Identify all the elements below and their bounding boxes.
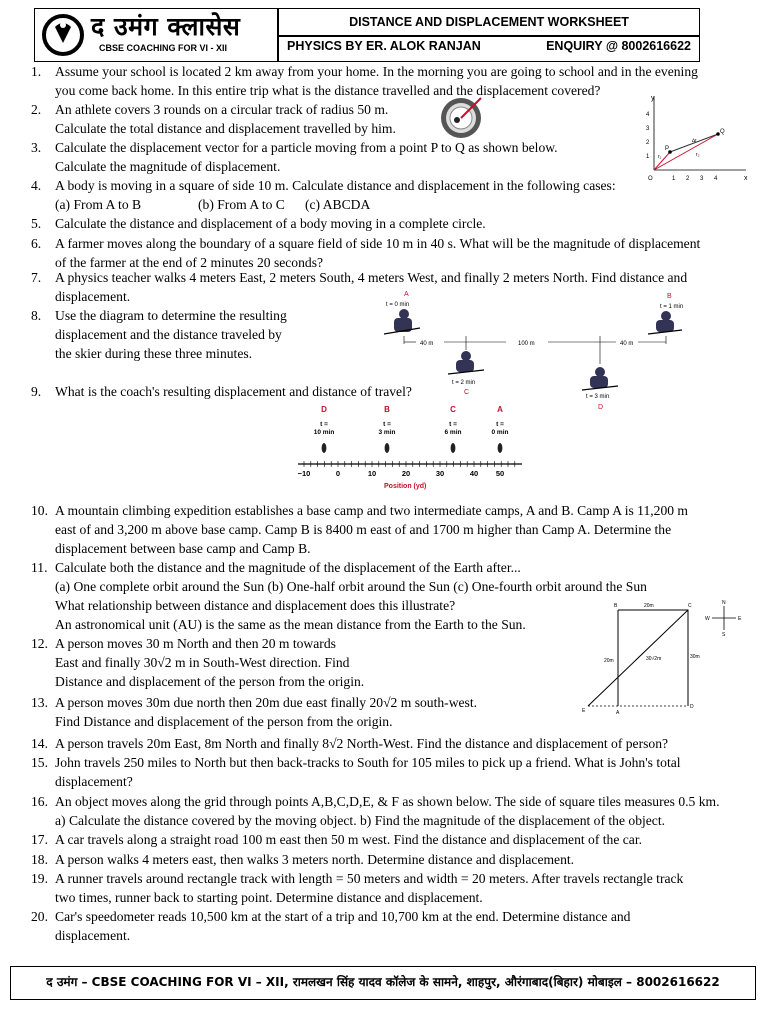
question-line: displacement between base camp and Camp B. bbox=[55, 541, 311, 556]
skier-diagram bbox=[376, 288, 706, 412]
path-label-b: B bbox=[614, 603, 618, 609]
question-line: A runner travels around rectangle track with length = 50 meters and width = 20 meters. After travels rectangle track bbox=[55, 871, 684, 886]
question-line: (a) One complete orbit around the Sun (b) One-half orbit around the Sun (c) One-fourth orbit around the Sun bbox=[55, 579, 647, 594]
question-line: Find Distance and displacement of the person from the origin. bbox=[55, 714, 393, 729]
graph-label-origin: O bbox=[648, 176, 653, 182]
question-number: 13. bbox=[31, 695, 48, 710]
question-number: 15. bbox=[31, 755, 48, 770]
question-number: 3. bbox=[31, 140, 42, 155]
path-label-d: D bbox=[690, 704, 694, 710]
graph-label-p: P bbox=[665, 146, 670, 152]
coach-tick-label: 0 bbox=[335, 469, 341, 478]
question-line: Use the diagram to determine the resulting bbox=[55, 308, 287, 323]
path-label-right: 30m bbox=[690, 654, 700, 660]
skier-time-d: t = 3 min bbox=[586, 394, 610, 400]
skier-figure-b bbox=[648, 311, 682, 334]
graph-label-r1: r₁ bbox=[658, 154, 662, 160]
question-line: two times, runner back to starting point. Determine distance and displacement. bbox=[55, 890, 483, 905]
question-number: 16. bbox=[31, 794, 48, 809]
compass-s: S bbox=[722, 632, 726, 638]
coach-point-text: t = bbox=[449, 421, 457, 428]
graph-label-q: Q bbox=[720, 129, 725, 135]
question-line: the skier during these three minutes. bbox=[55, 346, 253, 361]
question-line: Calculate the magnitude of displacement. bbox=[55, 159, 281, 174]
coach-point-text: C bbox=[450, 405, 456, 414]
compass-e: E bbox=[738, 616, 742, 622]
coach-point-text: B bbox=[384, 405, 390, 414]
path-label-top: 20m bbox=[644, 603, 654, 609]
question-number: 11. bbox=[31, 560, 48, 575]
question-line: A physics teacher walks 4 meters East, 2 meters South, 4 meters West, and finally 2 meters North. Find distance and bbox=[55, 270, 688, 285]
question-option: (a) From A to B bbox=[55, 197, 142, 212]
skier-segment-3: 40 m bbox=[620, 341, 634, 347]
question-line: Calculate the total distance and displacement travelled by him. bbox=[55, 121, 396, 136]
question-number: 20. bbox=[31, 909, 48, 924]
question-number: 8. bbox=[31, 308, 42, 323]
coach-point-text: 0 min bbox=[491, 429, 509, 436]
skier-time-a: t = 0 min bbox=[386, 302, 410, 308]
brand-logo-icon bbox=[41, 13, 85, 57]
graph-x-tick: 1 bbox=[672, 176, 676, 182]
worksheet-subtitle: PHYSICS BY ER. ALOK RANJAN bbox=[287, 39, 481, 53]
graph-y-tick: 4 bbox=[646, 112, 650, 118]
graph-label-dr: ∆r bbox=[692, 138, 697, 144]
coach-point-text: 3 min bbox=[378, 429, 396, 436]
question-line: Distance and displacement of the person from the origin. bbox=[55, 674, 365, 689]
graph-x-label: x bbox=[744, 175, 748, 182]
question-line: An astronomical unit (AU) is the same as the mean distance from the Earth to the Sun. bbox=[55, 617, 526, 632]
brand-name: द उमंग क्लासेस bbox=[91, 12, 241, 41]
question-line: Assume your school is located 2 km away from your home. In the morning you are going to school and in the evening bbox=[55, 64, 698, 79]
compass-w: W bbox=[705, 616, 710, 622]
coach-point-text: t = bbox=[320, 421, 328, 428]
skier-figure-a bbox=[384, 309, 420, 334]
graph-y-label: y bbox=[651, 95, 655, 102]
question-number: 12. bbox=[31, 636, 48, 651]
coach-tick-label: −10 bbox=[297, 469, 311, 478]
skier-label-d: D bbox=[598, 404, 604, 411]
graph-x-tick: 3 bbox=[700, 176, 704, 182]
path-label-diag: 30√2m bbox=[646, 656, 662, 662]
coach-point-text: D bbox=[321, 405, 327, 414]
question-line: John travels 250 miles to North but then back-tracks to South for 105 miles to pick up a friend. What is John's total bbox=[55, 755, 681, 770]
coach-tick-label: 40 bbox=[469, 469, 479, 478]
coach-point-text: t = bbox=[383, 421, 391, 428]
worksheet-header bbox=[34, 8, 700, 62]
question-line: a) Calculate the distance covered by the moving object. b) Find the magnitude of the displacement of the object. bbox=[55, 813, 666, 828]
skier-segment-1: 40 m bbox=[420, 341, 434, 347]
question-option: (b) From A to C bbox=[198, 197, 285, 212]
question-line: A body is moving in a square of side 10 m. Calculate distance and displacement in the following cases: bbox=[55, 178, 616, 193]
question-number: 17. bbox=[31, 832, 48, 847]
skier-label-b: B bbox=[667, 293, 672, 300]
coach-tick-label: 30 bbox=[435, 469, 445, 478]
question-number: 18. bbox=[31, 852, 48, 867]
coach-figure bbox=[498, 443, 503, 453]
skier-label-c: C bbox=[464, 389, 470, 396]
coach-tick-label: 20 bbox=[401, 469, 411, 478]
brand-tagline: CBSE COACHING FOR VI - XII bbox=[99, 43, 228, 53]
graph-y-tick: 2 bbox=[646, 140, 650, 146]
skier-time-b: t = 1 min bbox=[660, 304, 684, 310]
coach-point-text: t = bbox=[496, 421, 504, 428]
question-line: East and finally 30√2 m in South-West direction. Find bbox=[55, 655, 350, 670]
question-line: A person moves 30m due north then 20m due east finally 20√2 m south-west. bbox=[55, 695, 478, 710]
question-line: A mountain climbing expedition establishes a base camp and two intermediate camps, A and B. Camp A is 11,200 m bbox=[55, 503, 689, 518]
question-line: What is the coach's resulting displacement and distance of travel? bbox=[55, 384, 412, 399]
question-line: A person walks 4 meters east, then walks 3 meters north. Determine distance and displacement. bbox=[55, 852, 575, 867]
question-number: 7. bbox=[31, 270, 42, 285]
compass-n: N bbox=[722, 600, 726, 606]
question-line: Car's speedometer reads 10,500 km at the start of a trip and 10,700 km at the end. Determine distance and bbox=[55, 909, 631, 924]
question-number: 19. bbox=[31, 871, 48, 886]
skier-label-a: A bbox=[404, 291, 409, 298]
question-number: 1. bbox=[31, 64, 42, 79]
question-line: A person moves 30 m North and then 20 m towards bbox=[55, 636, 336, 651]
skier-segment-2: 100 m bbox=[518, 341, 535, 347]
brand-block bbox=[41, 9, 273, 61]
question-line: Calculate the distance and displacement of a body moving in a complete circle. bbox=[55, 216, 486, 231]
path-label-e: E bbox=[582, 708, 586, 714]
enquiry-phone: ENQUIRY @ 8002616622 bbox=[546, 39, 691, 53]
question-line: A farmer moves along the boundary of a square field of side 10 m in 40 s. What will be the magnitude of displacement bbox=[55, 236, 701, 251]
coach-figure bbox=[385, 443, 390, 453]
skier-figure-c bbox=[448, 351, 484, 374]
question-line: Calculate the displacement vector for a particle moving from a point P to Q as shown below. bbox=[55, 140, 558, 155]
coach-figure bbox=[451, 443, 456, 453]
question-line: east of and 3,200 m above base camp. Camp B is 8400 m east of and 1700 m higher than Camp A. Determine the bbox=[55, 522, 672, 537]
circular-track-icon bbox=[437, 94, 485, 142]
coach-tick-label: 10 bbox=[367, 469, 377, 478]
coach-point-text: 10 min bbox=[313, 429, 335, 436]
path-label-left: 20m bbox=[604, 658, 614, 664]
question-line: displacement and the distance traveled by bbox=[55, 327, 282, 342]
question-line: A person travels 20m East, 8m North and finally 8√2 North-West. Find the distance and displacement of person? bbox=[55, 736, 669, 751]
path-diagram-q12 bbox=[578, 598, 756, 716]
path-label-c: C bbox=[688, 603, 692, 609]
graph-y-tick: 1 bbox=[646, 154, 650, 160]
coach-tick-label: 50 bbox=[495, 469, 505, 478]
graph-y-tick: 3 bbox=[646, 126, 650, 132]
question-line: displacement? bbox=[55, 774, 133, 789]
coach-axis-label: Position (yd) bbox=[384, 483, 427, 490]
question-number: 4. bbox=[31, 178, 42, 193]
question-line: displacement. bbox=[55, 928, 131, 943]
graph-pq-diagram bbox=[640, 92, 750, 184]
question-line: Calculate both the distance and the magnitude of the displacement of the Earth after... bbox=[55, 560, 521, 575]
question-line: A car travels along a straight road 100 m east then 50 m west. Find the distance and displacement of the car. bbox=[55, 832, 643, 847]
question-number: 9. bbox=[31, 384, 42, 399]
question-line: An object moves along the grid through points A,B,C,D,E, & F as shown below. The side of square tiles measures 0.5 km. bbox=[55, 794, 720, 809]
coach-figure bbox=[322, 443, 327, 453]
worksheet-title: DISTANCE AND DISPLACEMENT WORKSHEET bbox=[349, 15, 629, 29]
question-line: you come back home. In this entire trip what is the distance travelled and the displacement covered? bbox=[55, 83, 601, 98]
path-label-a: A bbox=[616, 710, 620, 716]
question-line: of the farmer at the end of 2 minutes 20 seconds? bbox=[55, 255, 324, 270]
question-line: What relationship between distance and displacement does this illustrate? bbox=[55, 598, 456, 613]
question-number: 2. bbox=[31, 102, 42, 117]
question-number: 6. bbox=[31, 236, 42, 251]
question-line: displacement. bbox=[55, 289, 131, 304]
skier-figure-d bbox=[582, 367, 618, 390]
coach-point-text: A bbox=[497, 405, 503, 414]
coach-position-diagram bbox=[296, 402, 526, 494]
question-line: An athlete covers 3 rounds on a circular track of radius 50 m. bbox=[55, 102, 389, 117]
question-number: 14. bbox=[31, 736, 48, 751]
question-number: 5. bbox=[31, 216, 42, 231]
graph-x-tick: 2 bbox=[686, 176, 690, 182]
question-number: 10. bbox=[31, 503, 48, 518]
question-option: (c) ABCDA bbox=[305, 197, 371, 212]
page-footer: द उमंग – CBSE COACHING FOR VI – XII, रामलखन सिंह यादव कॉलेज के सामने, शाहपुर, औरंगाबाद(बिहार) मोबाइल – 8002616622 bbox=[10, 966, 756, 1000]
coach-point-text: 6 min bbox=[444, 429, 462, 436]
graph-label-r2: r₂ bbox=[696, 152, 700, 158]
skier-time-c: t = 2 min bbox=[452, 380, 476, 386]
graph-x-tick: 4 bbox=[714, 176, 718, 182]
